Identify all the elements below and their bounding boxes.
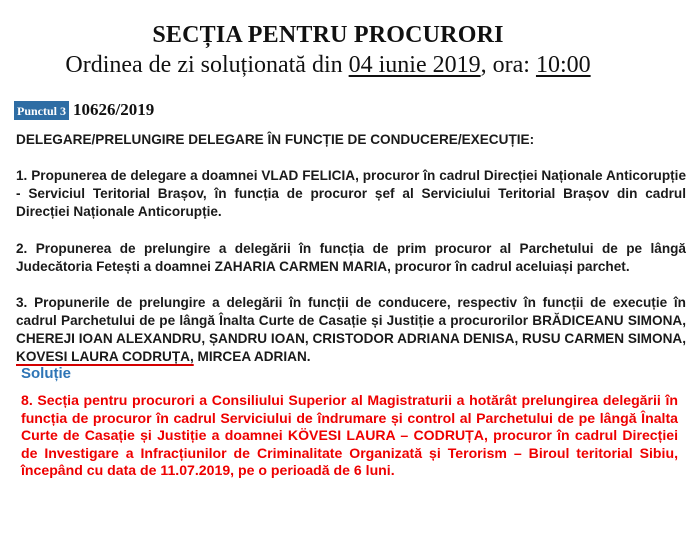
subtitle-mid: , ora: bbox=[480, 52, 536, 78]
point-header bbox=[14, 99, 154, 121]
agenda-subtitle bbox=[0, 52, 656, 79]
agenda-date: 04 iunie 2019 bbox=[348, 52, 481, 78]
section-heading: DELEGARE/PRELUNGIRE DELEGARE ÎN FUNCȚIE DE CONDUCERE/EXECUȚIE: bbox=[16, 132, 535, 147]
proposal-2: 2. Propunerea de prelungire a delegării în funcția de prim procuror al Parchetului de pe lângă Judecătoria Fetești a doamnei ZAHARIA CARMEN MARIA, procuror în cadrul aceluiași parchet. bbox=[16, 241, 686, 274]
highlighted-name: KOVESI LAURA CODRUȚA, bbox=[16, 349, 194, 364]
solution-label: Soluție bbox=[21, 365, 72, 382]
agenda-time: 10:00 bbox=[535, 52, 591, 78]
page-title: SECȚIA PENTRU PROCURORI bbox=[152, 22, 504, 48]
proposal-3 bbox=[16, 294, 686, 366]
subtitle-prefix: Ordinea de zi soluționată din bbox=[65, 52, 349, 78]
point-badge: Punctul 3 bbox=[14, 101, 69, 120]
proposal-3-text: 3. Propunerile de prelungire a delegării în funcții de conducere, respectiv în funcții de execuție în cadrul Parchetului de pe lângă Înalta Curte de Casație și Justiție a procurorilor BRĂDICEANU SIMONA, CHEREJI IOAN ALEXANDRU, ȘANDRU IOAN, CRISTODOR ADRIANA DENISA, RUSU CARMEN SIMONA, bbox=[16, 295, 686, 346]
point-number: 10626/2019 bbox=[73, 100, 155, 119]
proposal-1: 1. Propunerea de delegare a doamnei VLAD FELICIA, procuror în cadrul Direcției Naționale Anticorupție - Serviciul Teritorial Brașov, în funcția de procuror șef al Serviciului Teritorial Brașov din cadrul Direcției Naționale Anticorupție. bbox=[16, 168, 686, 219]
proposal-3-end: MIRCEA ADRIAN. bbox=[193, 349, 311, 364]
solution-text: 8. Secția pentru procurori a Consiliului Superior al Magistraturii a hotărât prelungirea delegării în funcția de procuror în cadrul Serviciului de îndrumare și control al Parchetului de pe lângă Înalta Curte de Casație și Justiție a doamnei KÖVESI LAURA – CODRUȚA, procuror în cadrul Direcției de Investigare a Infracțiunilor de Criminalitate Organizată și Terorism – Biroul teritorial Sibiu, începând cu data de 11.07.2019, pe o perioadă de 6 luni. bbox=[21, 392, 678, 479]
